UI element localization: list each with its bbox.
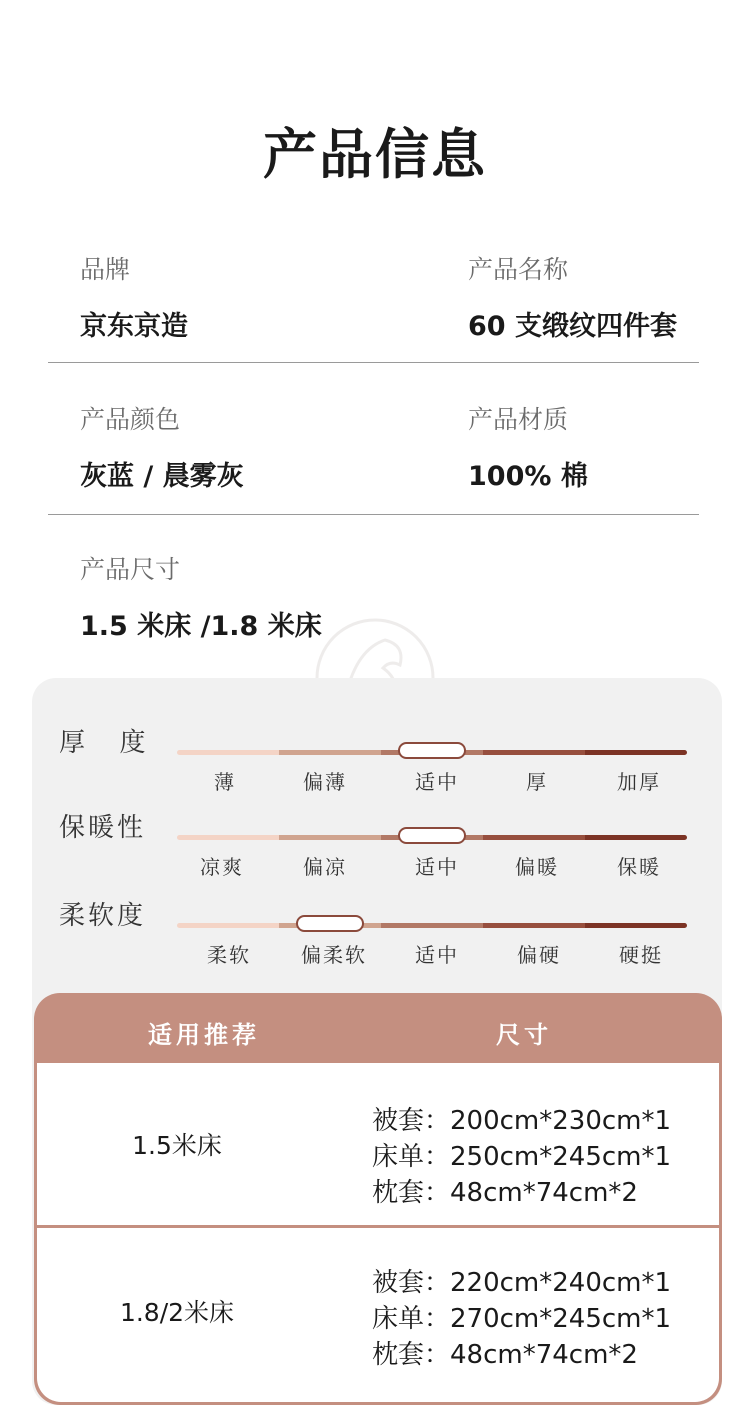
- size-line: 被套：200cm*230cm*1: [372, 1106, 672, 1136]
- scale-softness: [32, 895, 722, 965]
- scale-tick-label: 厚: [526, 770, 548, 794]
- size-line: 被套：220cm*240cm*1: [372, 1268, 672, 1298]
- scale-segment: [483, 923, 586, 928]
- color-value: 灰蓝 / 晨雾灰: [80, 461, 244, 492]
- size-cell: [80, 550, 322, 643]
- scale-tick-label: 柔软: [207, 943, 251, 967]
- size-label: 产品尺寸: [80, 555, 181, 584]
- scale-segment: [483, 750, 586, 755]
- scale-segment: [585, 923, 687, 928]
- table-header-recommend: 适用推荐: [148, 1021, 260, 1049]
- scale-segment: [279, 835, 382, 840]
- size-recommendation-table: [34, 993, 722, 1405]
- scale-name: 柔软度: [59, 901, 147, 931]
- brand-value: 京东京造: [80, 311, 188, 342]
- size-detail-cell: [372, 1103, 671, 1211]
- scale-segment: [177, 923, 280, 928]
- scale-tick-label: 偏凉: [303, 855, 347, 879]
- scale-indicator: [296, 915, 364, 932]
- scale-tick-label: 适中: [415, 770, 459, 794]
- scale-track: [177, 923, 687, 928]
- scale-tick-label: 偏薄: [303, 770, 347, 794]
- color-cell: [80, 400, 244, 493]
- table-body: [37, 1063, 719, 1402]
- bed-size-cell: 1.5米床: [132, 1131, 222, 1160]
- scale-tick-label: 偏暖: [515, 855, 559, 879]
- scale-indicator: [398, 742, 466, 759]
- scale-segment: [585, 750, 687, 755]
- size-detail-cell: [372, 1265, 671, 1373]
- info-row-brand: [48, 250, 699, 363]
- material-label: 产品材质: [468, 405, 569, 434]
- size-line: 床单：250cm*245cm*1: [372, 1142, 672, 1172]
- scale-segment: [279, 750, 382, 755]
- scale-tick-label: 硬挺: [619, 943, 663, 967]
- scale-segment: [585, 835, 687, 840]
- size-value: 1.5 米床 /1.8 米床: [80, 611, 322, 642]
- scale-segment: [483, 835, 586, 840]
- scale-tick-label: 保暖: [617, 855, 661, 879]
- scale-tick-label: 加厚: [617, 770, 661, 794]
- info-row-color: [48, 400, 699, 515]
- table-row: [37, 1063, 719, 1228]
- scale-tick-label: 适中: [415, 855, 459, 879]
- color-label: 产品颜色: [80, 405, 181, 434]
- scale-tick-label: 偏柔软: [301, 943, 367, 967]
- scale-segment: [381, 923, 484, 928]
- scale-tick-label: 偏硬: [517, 943, 561, 967]
- scale-thickness: [32, 722, 722, 792]
- brand-label: 品牌: [80, 255, 131, 284]
- scale-tick-label: 适中: [415, 943, 459, 967]
- brand-cell: [80, 250, 188, 343]
- scale-tick-label: 凉爽: [200, 855, 244, 879]
- scale-indicator: [398, 827, 466, 844]
- material-value: 100% 棉: [468, 461, 588, 492]
- scale-tick-label: 薄: [214, 770, 236, 794]
- table-row: [37, 1231, 719, 1402]
- product-name-label: 产品名称: [468, 255, 569, 284]
- scale-name: 保暖性: [59, 813, 147, 843]
- product-name-value: 60 支缎纹四件套: [468, 311, 677, 342]
- material-cell: [468, 400, 588, 493]
- scale-name: 厚 度: [59, 728, 152, 758]
- size-line: 枕套：48cm*74cm*2: [372, 1178, 638, 1208]
- bed-size-cell: 1.8/2米床: [119, 1298, 235, 1327]
- scale-segment: [177, 750, 280, 755]
- page-title: 产品信息: [263, 123, 487, 186]
- size-line: 床单：270cm*245cm*1: [372, 1304, 672, 1334]
- scale-warmth: [32, 807, 722, 877]
- scale-segment: [177, 835, 280, 840]
- table-header-size: 尺寸: [496, 1021, 552, 1049]
- product-name-cell: [468, 250, 677, 343]
- size-line: 枕套：48cm*74cm*2: [372, 1340, 638, 1370]
